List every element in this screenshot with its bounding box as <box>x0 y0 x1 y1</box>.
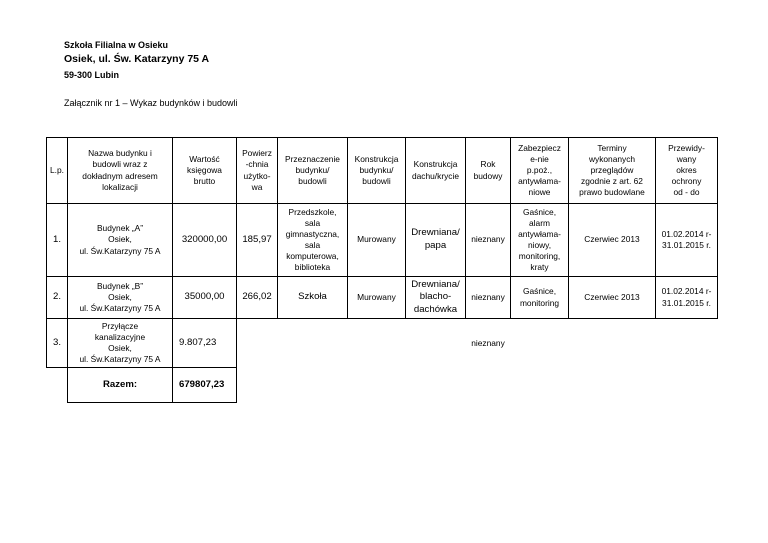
total-label: Razem: <box>68 368 173 403</box>
row-inspections <box>569 319 656 368</box>
row-roof: Drewniana/ papa <box>406 204 466 277</box>
row-roof <box>406 319 466 368</box>
row-period: 01.02.2014 r- 31.01.2015 r. <box>656 277 718 319</box>
row-security: Gaśnice, monitoring <box>511 277 569 319</box>
row-purpose: Przedszkole, sala gimnastyczna, sala komputerowa, biblioteka <box>278 204 348 277</box>
row-construction: Murowany <box>348 204 406 277</box>
row-period <box>656 319 718 368</box>
row-year: nieznany <box>466 204 511 277</box>
row-value: 9.807,23 <box>173 319 237 368</box>
header-lp: L.p. <box>47 138 68 204</box>
row-security <box>511 319 569 368</box>
row-name: Przyłącze kanalizacyjne Osiek, ul. Św.Katarzyny 75 A <box>68 319 173 368</box>
row-area: 266,02 <box>237 277 278 319</box>
row-lp: 3. <box>47 319 68 368</box>
row-inspections: Czerwiec 2013 <box>569 204 656 277</box>
row-area: 185,97 <box>237 204 278 277</box>
header-construction: Konstrukcja budynku/ budowli <box>348 138 406 204</box>
table-row <box>47 277 718 319</box>
row-period: 01.02.2014 r- 31.01.2015 r. <box>656 204 718 277</box>
buildings-table <box>46 137 718 403</box>
header-name: Nazwa budynku i budowli wraz z dokładnym adresem lokalizacji <box>68 138 173 204</box>
row-construction <box>348 319 406 368</box>
row-name: Budynek „A” Osiek, ul. Św.Katarzyny 75 A <box>68 204 173 277</box>
row-year: nieznany <box>471 337 505 348</box>
attachment-title: Załącznik nr 1 – Wykaz budynków i budowli <box>64 98 238 108</box>
header-period: Przewidy- wany okres ochrony od - do <box>656 138 718 204</box>
row-purpose: Szkoła <box>278 277 348 319</box>
header-inspections: Terminy wykonanych przeglądów zgodnie z art. 62 prawo budowlane <box>569 138 656 204</box>
total-row <box>47 368 718 403</box>
row-inspections: Czerwiec 2013 <box>569 277 656 319</box>
row-security: Gaśnice, alarm antywłama- niowy, monitoring, kraty <box>511 204 569 277</box>
header-roof: Konstrukcja dachu/krycie <box>406 138 466 204</box>
row-lp: 1. <box>47 204 68 277</box>
row-name: Budynek „B” Osiek, ul. Św.Katarzyny 75 A <box>68 277 173 319</box>
postal-city: 59-300 Lubin <box>64 70 120 80</box>
school-address: Osiek, ul. Św. Katarzyny 75 A <box>64 53 210 65</box>
header-area: Powierz -chnia użytko- wa <box>237 138 278 204</box>
row-value: 35000,00 <box>173 277 237 319</box>
row-roof: Drewniana/ blacho- dachówka <box>406 277 466 319</box>
table-row <box>47 319 718 368</box>
row-purpose <box>278 319 348 368</box>
table-header-row <box>47 138 718 204</box>
header-value: Wartość księgowa brutto <box>173 138 237 204</box>
row-construction: Murowany <box>348 277 406 319</box>
row-area <box>237 319 278 368</box>
row-lp: 2. <box>47 277 68 319</box>
header-security: Zabezpiecz e-nie p.poż., antywłama- niowe <box>511 138 569 204</box>
header-year: Rok budowy <box>466 138 511 204</box>
total-value: 679807,23 <box>173 368 237 403</box>
table-row <box>47 204 718 277</box>
row-value: 320000,00 <box>173 204 237 277</box>
header-purpose: Przeznaczenie budynku/ budowli <box>278 138 348 204</box>
row-year: nieznany <box>466 277 511 319</box>
school-name: Szkoła Filialna w Osieku <box>64 40 169 50</box>
